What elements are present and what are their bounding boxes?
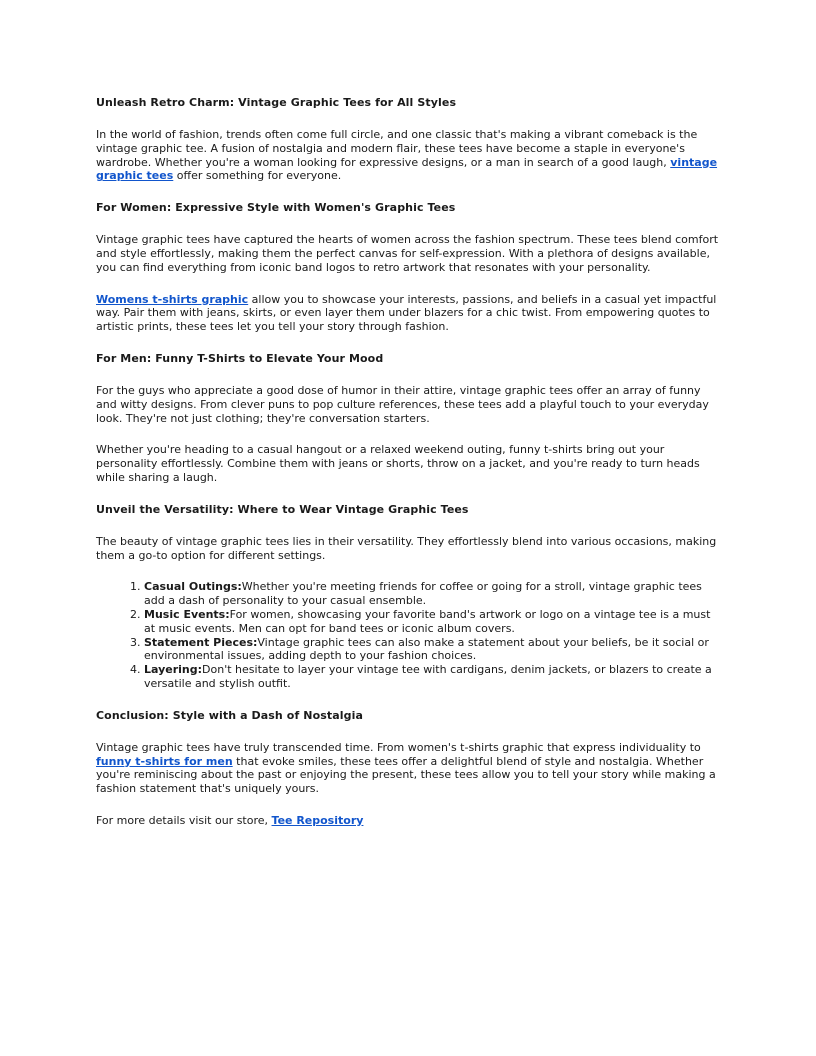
list-item [144, 580, 724, 608]
document-title: Unleash Retro Charm: Vintage Graphic Tees for All Styles [96, 96, 457, 109]
list-item-label: Music Events: [144, 607, 230, 621]
conclusion-text: Vintage graphic tees have truly transcended time. From women's t-shirts graphic that express individuality to [96, 740, 701, 754]
men-paragraph-1: For the guys who appreciate a good dose of humor in their attire, vintage graphic tees offer an array of funny and witty designs. From clever puns to pop culture references, these tees add a playful touch to your everyday look. They're not just clothing; they're conversation starters. [96, 383, 709, 425]
men-paragraph-2: Whether you're heading to a casual hangout or a relaxed weekend outing, funny t-shirts bring out your personality effortlessly. Combine them with jeans or shorts, throw on a jacket, and you're ready to turn heads while sharing a laugh. [96, 443, 700, 484]
conclusion-paragraph [96, 741, 724, 796]
list-item-text: Vintage graphic tees can also make a statement about your beliefs, be it social or environmental issues, adding depth to your fashion choices. [144, 635, 709, 663]
tee-repository-link[interactable]: Tee Repository [271, 813, 364, 827]
list-item-text: Whether you're meeting friends for coffee or going for a stroll, vintage graphic tees add a dash of personality to your casual ensemble. [144, 580, 702, 608]
womens-tshirts-graphic-link[interactable]: Womens t-shirts graphic [96, 292, 249, 306]
list-item-text: For women, showcasing your favorite band's artwork or logo on a vintage tee is a must at music events. Men can opt for band tees or iconic album covers. [144, 607, 711, 635]
list-item [144, 663, 724, 691]
versatility-heading: Unveil the Versatility: Where to Wear Vintage Graphic Tees [96, 502, 469, 516]
list-item-text: Don't hesitate to layer your vintage tee with cardigans, denim jackets, or blazers to create a versatile and stylish outfit. [144, 663, 712, 690]
vintage-graphic-tees-link[interactable]: vintage graphic tees [96, 155, 718, 183]
intro-paragraph [96, 128, 724, 183]
men-heading: For Men: Funny T-Shirts to Elevate Your Mood [96, 351, 384, 365]
women-heading: For Women: Expressive Style with Women's Graphic Tees [96, 201, 456, 215]
list-item [144, 608, 724, 636]
list-item-label: Layering: [144, 663, 203, 677]
women-paragraph-1: Vintage graphic tees have captured the hearts of women across the fashion spectrum. These tees blend comfort and style effortlessly, making them the perfect canvas for self-expression. With a plethora of designs available, you can find everything from iconic band logos to retro artwork that resonates with your personality. [96, 233, 719, 274]
conclusion-heading: Conclusion: Style with a Dash of Nostalgia [96, 708, 363, 722]
list-item-label: Statement Pieces: [144, 635, 258, 649]
document-page [96, 96, 724, 846]
list-item [144, 636, 724, 664]
footer-paragraph [96, 814, 724, 828]
women-paragraph-2 [96, 293, 724, 334]
intro-text-end: offer something for everyone. [173, 169, 342, 183]
footer-text: For more details visit our store, [96, 813, 272, 827]
versatility-paragraph: The beauty of vintage graphic tees lies in their versatility. They effortlessly blend into various occasions, making them a go-to option for different settings. [96, 534, 717, 562]
list-item-label: Casual Outings: [144, 580, 242, 594]
conclusion-text-end: that evoke smiles, these tees offer a delightful blend of style and nostalgia. Whether you're reminiscing about the past or enjoying the present, these tees allow you to tell your story while making a fashion statement that's uniquely yours. [96, 754, 716, 796]
women-paragraph-2-text: allow you to showcase your interests, passions, and beliefs in a casual yet impactful way. Pair them with jeans, skirts, or even layer them under blazers for a chic twist. From empowering quotes to artistic prints, these tees let you tell your story through fashion. [96, 292, 717, 334]
funny-tshirts-for-men-link[interactable]: funny t-shirts for men [96, 754, 233, 768]
versatility-list [96, 580, 724, 690]
intro-text: In the world of fashion, trends often come full circle, and one classic that's making a vibrant comeback is the vintage graphic tee. A fusion of nostalgia and modern flair, these tees have become a staple in everyone's wardrobe. Whether you're a woman looking for expressive designs, or a man in search of a good laugh, [96, 128, 698, 169]
